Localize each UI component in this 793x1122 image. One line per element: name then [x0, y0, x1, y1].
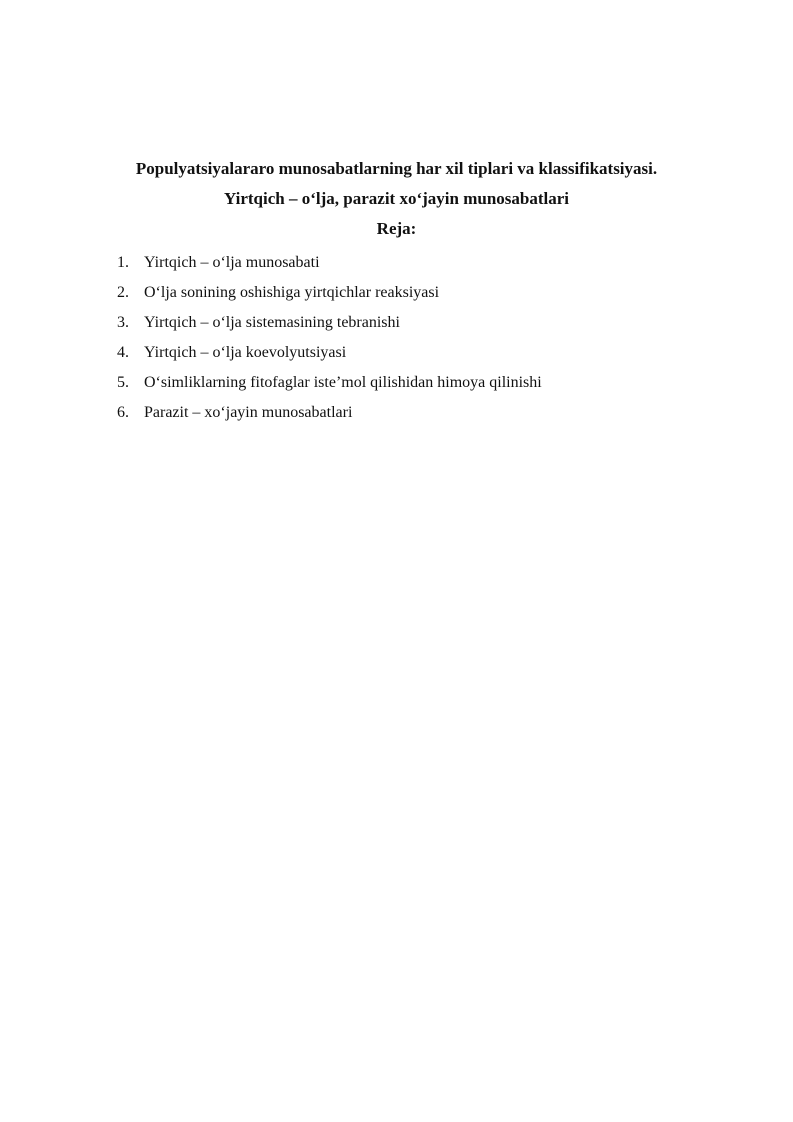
plan-item-text: Yirtqich – o‘lja koevolyutsiyasi: [144, 344, 347, 361]
plan-item: [117, 278, 542, 308]
plan-item-text: O‘lja sonining oshishiga yirtqichlar reaksiyasi: [144, 284, 440, 301]
plan-item-number: 4.: [117, 344, 129, 361]
plan-item-text: Parazit – xo‘jayin munosabatlari: [144, 404, 353, 421]
title-block: [0, 154, 793, 244]
plan-item-number: 6.: [117, 404, 129, 421]
plan-item-number: 2.: [117, 284, 129, 301]
plan-item: [117, 398, 542, 428]
plan-item-number: 5.: [117, 374, 129, 391]
plan-item-text: Yirtqich – o‘lja munosabati: [144, 254, 320, 271]
plan-item: [117, 368, 542, 398]
document-subtitle: Yirtqich – o‘lja, parazit xo‘jayin munosabatlari: [223, 189, 570, 208]
plan-list: [117, 248, 542, 428]
plan-item-text: Yirtqich – o‘lja sistemasining tebranishi: [144, 314, 400, 331]
plan-item-text: O‘simliklarning fitofaglar iste’mol qilishidan himoya qilinishi: [144, 374, 542, 391]
plan-item: [117, 308, 542, 338]
plan-heading: Reja:: [376, 219, 417, 238]
plan-item-number: 3.: [117, 314, 129, 331]
plan-item: [117, 338, 542, 368]
plan-item-number: 1.: [117, 254, 129, 271]
plan-item: [117, 248, 542, 278]
document-title: Populyatsiyalararo munosabatlarning har xil tiplari va klassifikatsiyasi.: [135, 159, 658, 178]
